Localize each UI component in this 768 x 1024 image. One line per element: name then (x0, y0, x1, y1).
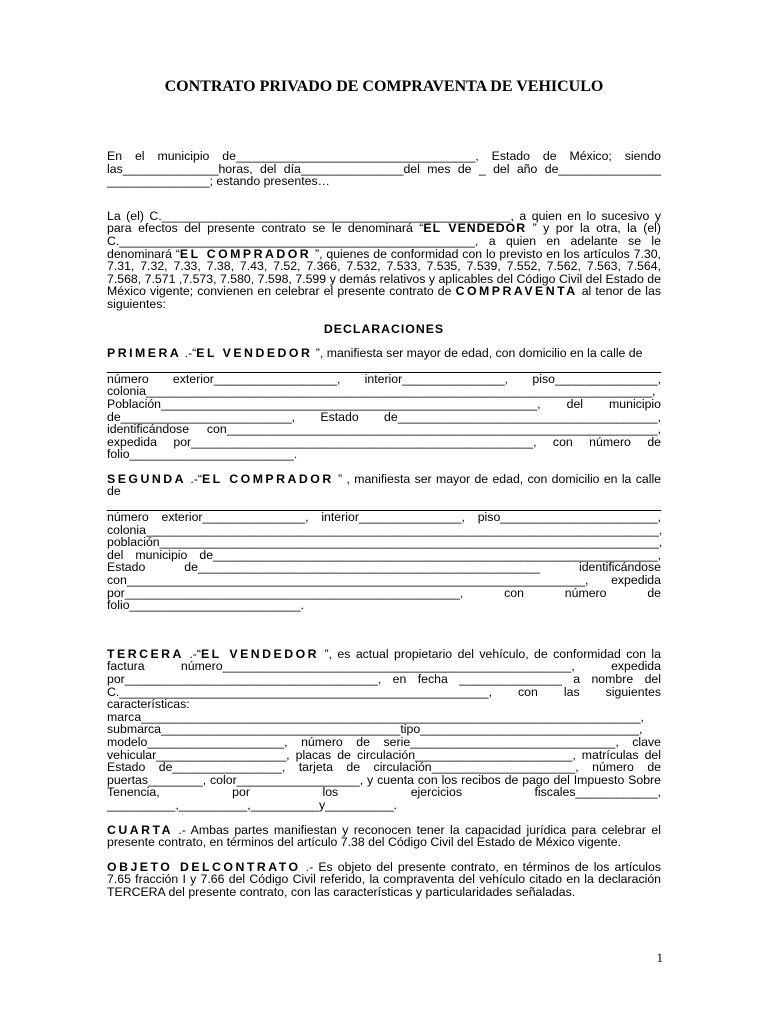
vendedor-term: EL VENDEDOR (423, 221, 527, 236)
segunda-text: ” , manifiesta ser mayor de edad, con domicilio en la calle de (107, 471, 662, 499)
cuarta-text: .- Ambas partes manifiestan y reconocen tener la capacidad jurídica para celebrar el presente contrato, en términos del artículo 7.38 del Código Civil del Estado de México vigente. (107, 822, 661, 850)
segunda-fields: número exterior_______________, interior_______________, piso_______________________, colonia___________________________________________________________________________, población_________________________________________________________________________, del municipio de_________________________________________________________________, Estado de__________________________________________________ identificándose con___________________________________________________________________, expedida por_________________________________________________, con número de folio_________________________. (107, 510, 663, 613)
page-number: 1 (656, 950, 663, 965)
segunda-clause: SEGUNDA .-“EL COMPRADOR ” , manifiesta ser mayor de edad, con domicilio en la calle de (107, 471, 662, 499)
objeto-clause (107, 861, 661, 899)
primera-fields: número exterior__________________, interior_______________, piso_______________, colonia__________________________________________________________________________, Población_______________________________________________________, del municipio de_________________________, Estado de______________________________________, identificándose con_______________________________________________________________, expedida por__________________________________________________, con número de folio________________________. (107, 371, 661, 462)
tercera-text: ”, es actual propietario del vehículo, de conformidad con la factura número___________________________________________________, expedida por_____________________________________, en fecha _______________ a nombre del C.______________________________________________________, con las siguientes características: marca_________________________________________________________________________, submarca___________________________________tipo________________________________, modelo____________________, número de serie______________________________, clave vehicular___________________, placas de circulación_______________________, matrículas del Estado de________________, tarjeta de circulación_____________________, número de puertas________, color__________________, y cuenta con los recibos de pago del Impuesto Sobre Tenencia, por los ejercicios fiscales____________, __________,__________,__________y__________. (107, 646, 662, 812)
primera-vendedor-term: EL VENDEDOR (196, 346, 313, 361)
compraventa-term: COMPRAVENTA (455, 284, 578, 299)
parties-text-a: La (el) C.___________________________________________________, a quien en lo sucesivo y para efectos del presente contrato se le denominará “ (107, 208, 661, 236)
primera-label: PRIMERA (107, 346, 182, 361)
objeto-text: .- Es objeto del presente contrato, en términos de los artículos 7.65 fracción I y 7.66 del Código Civil referido, la compraventa del vehículo citado en la declaración TERCERA del presente contrato, con las características y particularidades señaladas. (107, 859, 662, 899)
cuarta-label: CUARTA (107, 822, 174, 837)
intro-paragraph: En el municipio de___________________________________, Estado de México; siendo las______________horas, del día_______________del mes de _ del año de_______________ _______________; estando presentes… (107, 149, 661, 189)
segunda-comprador-term: EL COMPRADOR (201, 471, 334, 486)
primera-text: ”, manifiesta ser mayor de edad, con domicilio en la calle de (312, 346, 643, 361)
blank-line (107, 361, 661, 373)
document-body (107, 150, 661, 899)
declaraciones-heading: DECLARACIONES (323, 321, 445, 336)
objeto-label: OBJETO DELCONTRATO (107, 859, 301, 874)
comprador-term: EL COMPRADOR (179, 246, 312, 261)
parties-text-d: al tenor de las siguientes: (107, 284, 661, 311)
tercera-clause: TERCERA .-“EL VENDEDOR ”, es actual propietario del vehículo, de conformidad con la factura número___________________________________________________, expedida por_____________________________________, en fecha _______________ a nombre del C.______________________________________________________, con las siguientes características: marca_________________________________________________________________________, submarca___________________________________tipo________________________________, modelo____________________, número de serie______________________________, clave vehicular___________________, placas de circulación_______________________, matrículas del Estado de________________, tarjeta de circulación_____________________, número de puertas________, color__________________, y cuenta con los recibos de pago del Impuesto Sobre Tenencia, por los ejercicios fiscales____________, __________,__________,__________y__________. (107, 646, 662, 812)
primera-clause: PRIMERA .-“EL VENDEDOR ”, manifiesta ser mayor de edad, con domicilio en la calle de (107, 346, 643, 361)
tercera-label: TERCERA (107, 646, 184, 661)
tercera-vendedor-term: EL VENDEDOR (200, 646, 320, 661)
cuarta-clause (107, 824, 661, 849)
parties-paragraph (107, 210, 661, 311)
segunda-label: SEGUNDA (107, 471, 186, 486)
document-title: CONTRATO PRIVADO DE COMPRAVENTA DE VEHICULO (164, 78, 604, 95)
parties-text-b: ” y por la otra, la (el) C.____________________________________________________, a quien en adelante se le denominará “ (107, 221, 661, 261)
parties-text-c: ”, quienes de conformidad con lo previsto en los artículos 7.30, 7.31, 7.32, 7.33, 7.38, 7.43, 7.52, 7.366, 7.532, 7.533, 7.535, 7.539, 7.552, 7.562, 7.563, 7.564, 7.568, 7.571 ,7.573, 7.580, 7.598, 7.599 y demás relativos y aplicables del Código Civil del Estado de México vigente; convienen en celebrar el presente contrato de (107, 246, 661, 299)
